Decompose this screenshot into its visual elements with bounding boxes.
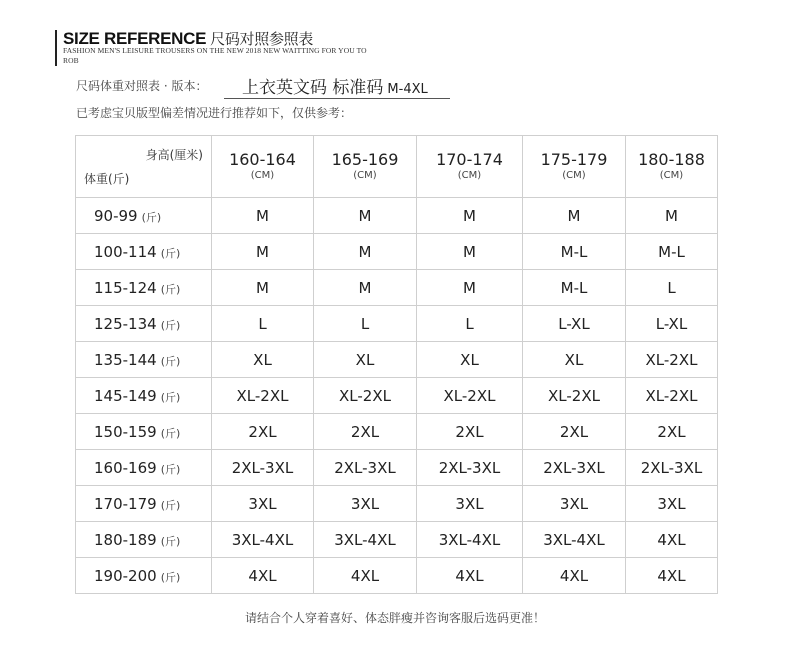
- size-cell: L-XL: [523, 306, 626, 342]
- corner-cell: [76, 136, 212, 198]
- weight-unit: (斤): [141, 210, 162, 224]
- weight-cell: [76, 342, 212, 378]
- weight-cell: [76, 558, 212, 594]
- size-cell: 3XL: [626, 486, 718, 522]
- size-cell: XL: [523, 342, 626, 378]
- size-cell: XL-2XL: [626, 342, 718, 378]
- weight-cell: [76, 486, 212, 522]
- size-cell: XL: [212, 342, 314, 378]
- height-header: [523, 136, 626, 198]
- size-cell: 4XL: [212, 558, 314, 594]
- size-cell: XL-2XL: [314, 378, 417, 414]
- size-cell: XL: [314, 342, 417, 378]
- weight-cell: [76, 306, 212, 342]
- height-header: [417, 136, 523, 198]
- size-cell: M-L: [523, 270, 626, 306]
- size-cell: 2XL: [212, 414, 314, 450]
- size-cell: M-L: [523, 234, 626, 270]
- size-cell: M: [523, 198, 626, 234]
- weight-range: 190-200: [94, 566, 157, 585]
- version-value: [242, 73, 428, 98]
- size-cell: 3XL: [212, 486, 314, 522]
- size-cell: 3XL-4XL: [523, 522, 626, 558]
- weight-unit: (斤): [160, 534, 181, 548]
- table-row: [76, 378, 718, 414]
- version-label: 尺码体重对照表 · 版本：: [76, 79, 208, 93]
- height-unit: (CM): [562, 169, 586, 181]
- size-cell: M: [212, 270, 314, 306]
- weight-range: 145-149: [94, 386, 157, 405]
- size-cell: XL-2XL: [212, 378, 314, 414]
- title-cn: 尺码对照参照表: [210, 30, 314, 48]
- size-cell: M: [417, 198, 523, 234]
- weight-cell: [76, 522, 212, 558]
- weight-range: 100-114: [94, 242, 157, 261]
- size-cell: 2XL: [417, 414, 523, 450]
- size-cell: XL: [417, 342, 523, 378]
- weight-cell: [76, 450, 212, 486]
- size-cell: 2XL-3XL: [626, 450, 718, 486]
- weight-unit: (斤): [160, 282, 181, 296]
- size-cell: M: [626, 198, 718, 234]
- size-cell: 2XL-3XL: [212, 450, 314, 486]
- size-cell: M: [212, 198, 314, 234]
- weight-cell: [76, 378, 212, 414]
- table-row: [76, 486, 718, 522]
- table-header-row: [76, 136, 718, 198]
- table-row: [76, 198, 718, 234]
- footer-note: 请结合个人穿着喜好、体态胖瘦并咨询客服后选码更准！: [244, 611, 545, 625]
- height-unit: (CM): [353, 169, 377, 181]
- height-range: 180-188: [638, 149, 705, 169]
- weight-unit: (斤): [160, 570, 181, 584]
- weight-unit: (斤): [160, 498, 181, 512]
- weight-cell: [76, 414, 212, 450]
- version-standard: 上衣英文码 标准码: [242, 78, 384, 98]
- weight-range: 125-134: [94, 314, 157, 333]
- size-cell: M: [314, 198, 417, 234]
- size-cell: L: [626, 270, 718, 306]
- weight-unit: (斤): [160, 462, 181, 476]
- size-cell: 4XL: [626, 522, 718, 558]
- recommendation-note: 已考虑宝贝版型偏差情况进行推荐如下，仅供参考：: [76, 106, 353, 120]
- size-cell: 2XL: [523, 414, 626, 450]
- weight-unit: (斤): [160, 390, 181, 404]
- table-row: [76, 306, 718, 342]
- weight-range: 90-99: [94, 206, 138, 225]
- table-row: [76, 450, 718, 486]
- weight-unit: (斤): [160, 354, 181, 368]
- version-range: M-4XL: [387, 82, 428, 97]
- height-range: 175-179: [540, 149, 608, 169]
- height-unit: (CM): [250, 169, 275, 181]
- size-cell: 3XL: [417, 486, 523, 522]
- size-cell: M: [314, 270, 417, 306]
- size-cell: 3XL: [314, 486, 417, 522]
- size-cell: M: [417, 270, 523, 306]
- size-cell: M: [314, 234, 417, 270]
- weight-cell: [76, 198, 212, 234]
- size-cell: XL-2XL: [523, 378, 626, 414]
- size-cell: 4XL: [417, 558, 523, 594]
- height-axis-label: 身高(厘米): [145, 148, 203, 162]
- size-cell: M: [212, 234, 314, 270]
- weight-range: 135-144: [94, 350, 157, 369]
- weight-range: 180-189: [94, 530, 157, 549]
- weight-unit: (斤): [160, 318, 181, 332]
- size-cell: 4XL: [314, 558, 417, 594]
- size-cell: XL-2XL: [417, 378, 523, 414]
- size-cell: 2XL-3XL: [417, 450, 523, 486]
- height-unit: (CM): [457, 169, 482, 181]
- page-subtitle: FASHION MEN'S LEISURE TROUSERS ON THE NEW 2018 NEW WAITTING FOR YOU TO ROB: [63, 46, 367, 65]
- height-unit: (CM): [659, 169, 684, 181]
- weight-axis-label: 体重(斤): [84, 172, 130, 186]
- size-cell: M: [417, 234, 523, 270]
- size-cell: L: [314, 306, 417, 342]
- size-cell: 2XL-3XL: [523, 450, 626, 486]
- size-cell: 3XL-4XL: [212, 522, 314, 558]
- size-cell: 3XL-4XL: [417, 522, 523, 558]
- height-range: 160-164: [229, 149, 296, 169]
- table-row: [76, 342, 718, 378]
- table-row: [76, 270, 718, 306]
- table-row: [76, 414, 718, 450]
- size-table: [75, 135, 718, 594]
- title-en: SIZE REFERENCE: [63, 29, 207, 48]
- size-cell: L-XL: [626, 306, 718, 342]
- weight-cell: [76, 270, 212, 306]
- height-header: [212, 136, 314, 198]
- weight-unit: (斤): [160, 246, 181, 260]
- size-cell: M-L: [626, 234, 718, 270]
- size-cell: 2XL: [626, 414, 718, 450]
- size-cell: XL-2XL: [626, 378, 718, 414]
- size-cell: 3XL-4XL: [314, 522, 417, 558]
- size-cell: 3XL: [523, 486, 626, 522]
- size-cell: 2XL-3XL: [314, 450, 417, 486]
- height-range: 170-174: [436, 149, 503, 169]
- height-header: [626, 136, 718, 198]
- weight-range: 160-169: [94, 458, 157, 477]
- size-cell: L: [417, 306, 523, 342]
- weight-cell: [76, 234, 212, 270]
- size-cell: 2XL: [314, 414, 417, 450]
- weight-range: 170-179: [94, 494, 157, 513]
- table-row: [76, 558, 718, 594]
- weight-range: 115-124: [94, 278, 157, 297]
- weight-range: 150-159: [94, 422, 157, 441]
- height-header: [314, 136, 417, 198]
- weight-unit: (斤): [160, 426, 181, 440]
- size-cell: L: [212, 306, 314, 342]
- table-row: [76, 522, 718, 558]
- size-cell: 4XL: [523, 558, 626, 594]
- size-cell: 4XL: [626, 558, 718, 594]
- header-accent-bar: [55, 30, 57, 66]
- table-row: [76, 234, 718, 270]
- height-range: 165-169: [331, 149, 399, 169]
